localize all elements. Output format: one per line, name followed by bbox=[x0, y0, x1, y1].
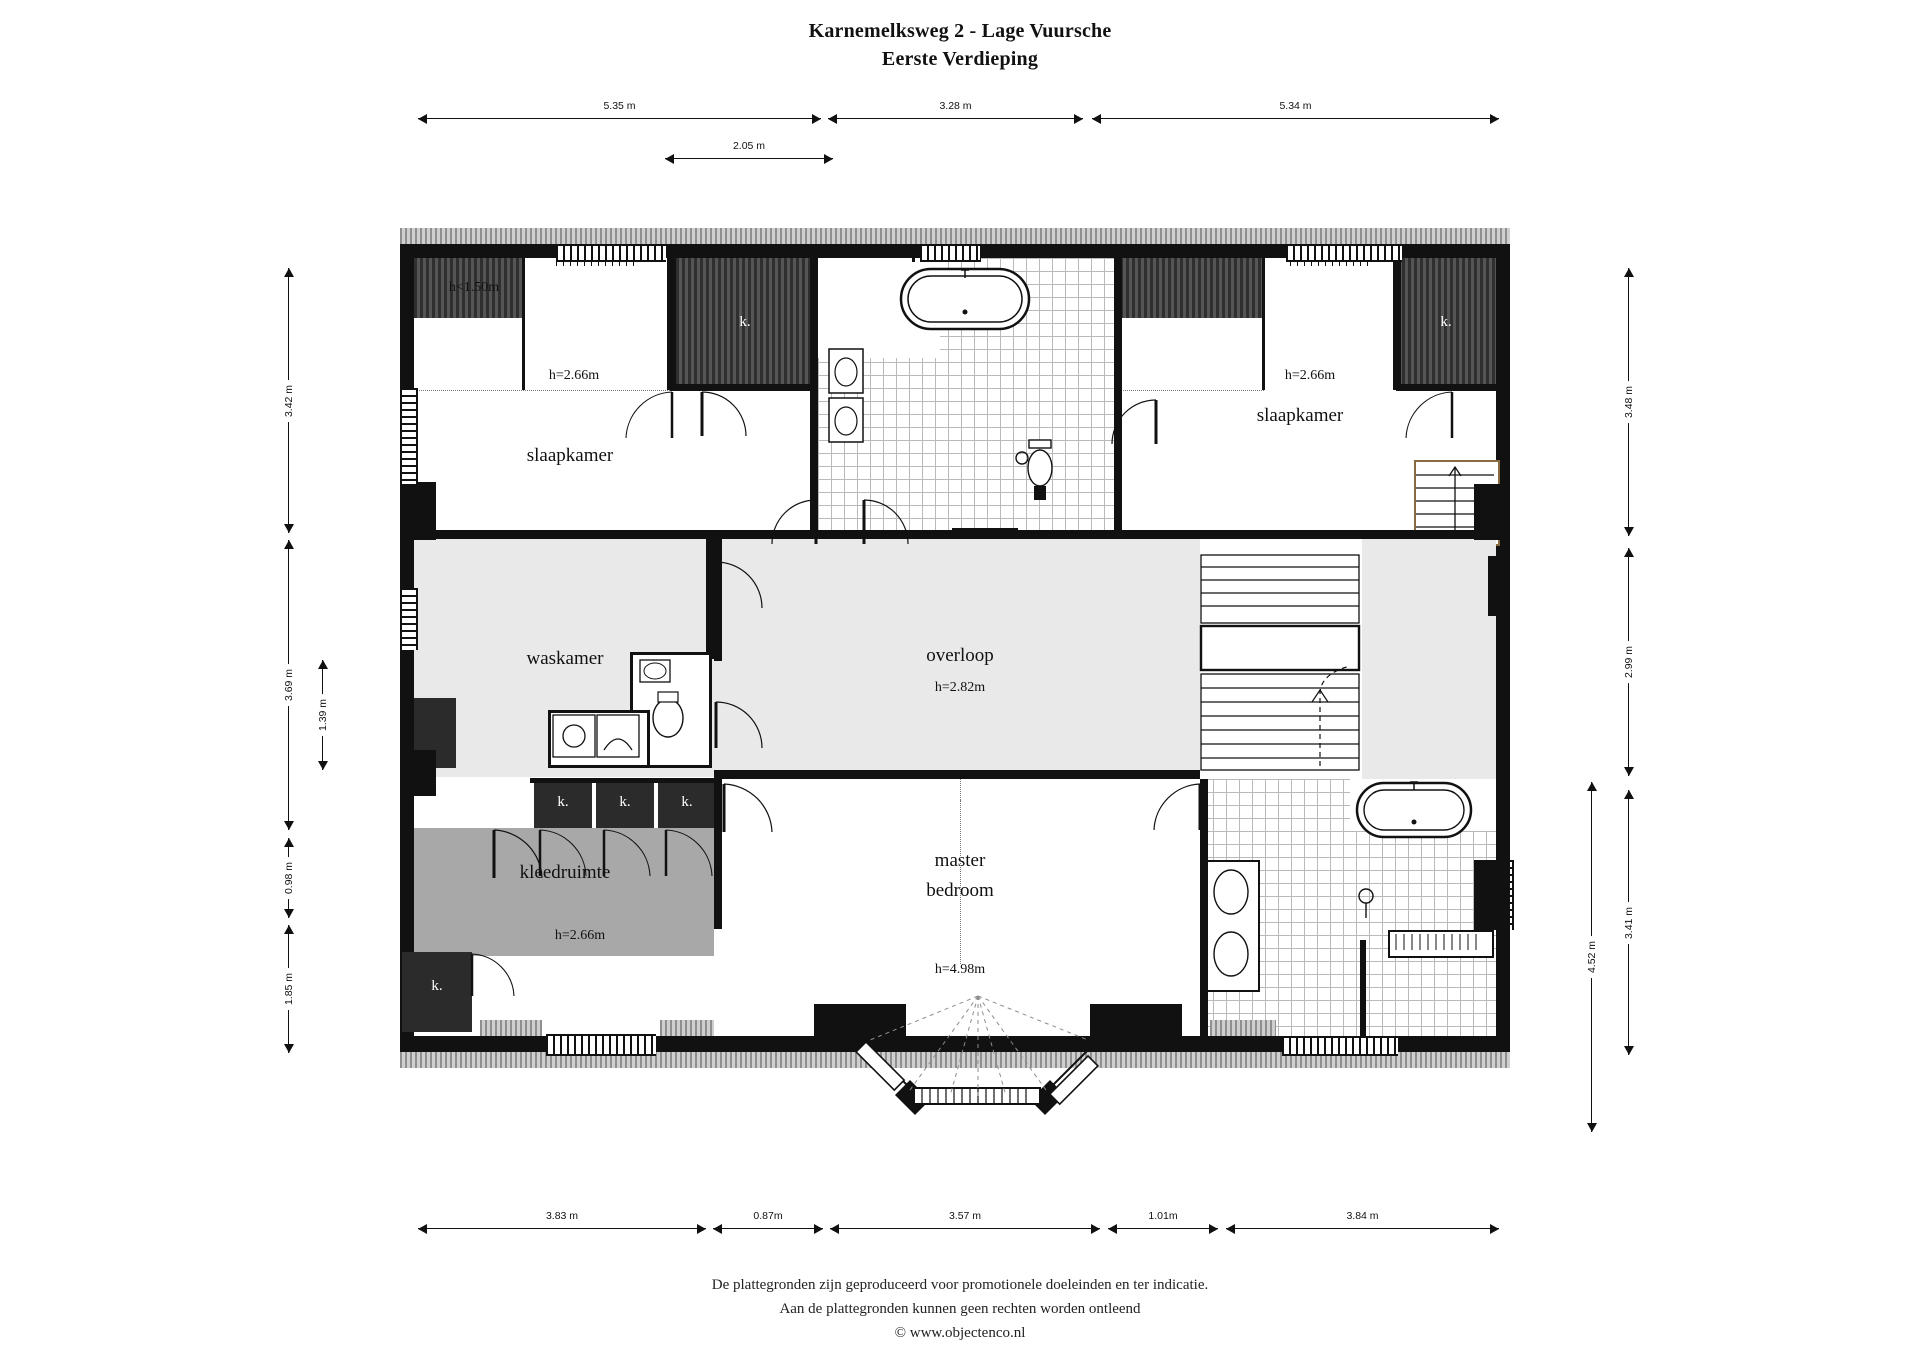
kleedruimte-label: kleedruimte bbox=[519, 862, 611, 883]
dim-bottom-1 bbox=[418, 1210, 706, 1236]
dim-top-3 bbox=[1092, 100, 1499, 126]
door-closet-top-right bbox=[1400, 390, 1458, 444]
window-top-center-band bbox=[920, 244, 980, 262]
master-washbasin-icons bbox=[1208, 862, 1254, 986]
door-closet-bottom-left bbox=[470, 952, 518, 1002]
dim-top-2 bbox=[828, 100, 1083, 126]
closet-mid-2-label: k. bbox=[619, 794, 631, 810]
wall-corner-right-1 bbox=[1474, 484, 1510, 540]
dim-right-3-label: 3.41 m bbox=[1623, 901, 1635, 943]
page-title: Karnemelksweg 2 - Lage Vuursche bbox=[808, 20, 1112, 42]
footer-line-3: © www.objectenco.nl bbox=[894, 1325, 1026, 1341]
dim-left-2-label: 3.69 m bbox=[283, 664, 295, 706]
dim-bottom-2 bbox=[713, 1210, 823, 1236]
wall-left-window-band-2 bbox=[400, 588, 418, 650]
master-shower-grate bbox=[1390, 932, 1488, 952]
wall-bath-right-bed bbox=[1114, 258, 1122, 530]
dim-bottom-5-label: 3.84 m bbox=[1341, 1210, 1383, 1222]
slaapkamer-left-height: h=2.66m bbox=[548, 368, 600, 383]
dim-bottom-3 bbox=[830, 1210, 1100, 1236]
closet-mid-3-label: k. bbox=[681, 794, 693, 810]
dim-right-4 bbox=[1585, 782, 1599, 1132]
dim-right-2-label: 2.99 m bbox=[1623, 641, 1635, 683]
door-overloop-bath bbox=[860, 496, 920, 552]
door-waskamer bbox=[712, 560, 768, 616]
slaapkamer-right-label: slaapkamer bbox=[1256, 405, 1344, 426]
dim-bottom-4 bbox=[1108, 1210, 1218, 1236]
window-top-center-jamb-l bbox=[912, 248, 915, 262]
dim-right-4-label: 4.52 m bbox=[1586, 936, 1598, 978]
master-bedroom-label-2: bedroom bbox=[926, 880, 994, 901]
dim-right-2 bbox=[1622, 548, 1636, 776]
kleedruimte-height: h=2.66m bbox=[554, 928, 606, 943]
dim-left-1-label: 3.42 m bbox=[283, 379, 295, 421]
dim-right-1 bbox=[1622, 268, 1636, 536]
dim-bottom-2-label: 0.87m bbox=[748, 1210, 787, 1222]
slaapkamer-right-height: h=2.66m bbox=[1284, 368, 1336, 383]
dim-left-4 bbox=[282, 838, 296, 918]
waskamer-label: waskamer bbox=[526, 648, 604, 669]
dim-left-1 bbox=[282, 268, 296, 533]
roof-hatch-br bbox=[1210, 1020, 1276, 1036]
dim-bottom-4-label: 1.01m bbox=[1143, 1210, 1182, 1222]
closet-top-right-label: k. bbox=[1440, 314, 1452, 330]
wall-left-mid bbox=[400, 650, 414, 750]
shower-top-icon bbox=[1010, 448, 1034, 488]
dim-top-1 bbox=[418, 100, 821, 126]
dim-top-1-label: 5.35 m bbox=[598, 100, 640, 112]
washbasin-top-icons bbox=[828, 348, 864, 444]
dim-top-2-label: 3.28 m bbox=[934, 100, 976, 112]
dim-left-4-label: 0.98 m bbox=[283, 857, 295, 899]
wall-left-window-band-1 bbox=[400, 388, 418, 484]
slaapkamer-left-label: slaapkamer bbox=[526, 445, 614, 466]
door-bedroom-right bbox=[1108, 398, 1166, 452]
window-top-left-band bbox=[556, 244, 666, 262]
wall-master-shower-divider bbox=[1360, 940, 1366, 1036]
dim-left-5 bbox=[282, 925, 296, 1053]
dim-right-3 bbox=[1622, 790, 1636, 1055]
door-master-bath bbox=[1150, 782, 1206, 838]
dim-bottom-1-label: 3.83 m bbox=[541, 1210, 583, 1222]
dim-left-5-label: 1.85 m bbox=[283, 968, 295, 1010]
main-staircase-treads bbox=[1200, 554, 1362, 772]
shower-master-head-icon bbox=[1352, 882, 1392, 922]
closet-row-wall-top bbox=[530, 778, 720, 783]
dim-left-2 bbox=[282, 540, 296, 830]
window-top-right-band bbox=[1286, 244, 1402, 262]
door-closet-mid-3 bbox=[662, 828, 718, 882]
door-closet-mid-2 bbox=[600, 828, 656, 882]
master-bedroom-label-1: master bbox=[934, 850, 986, 871]
roof-hatch-top bbox=[400, 228, 1510, 244]
dim-right-1-label: 3.48 m bbox=[1623, 381, 1635, 423]
wall-mid-horizontal bbox=[414, 530, 1496, 539]
wall-corner-left-1 bbox=[400, 484, 436, 540]
wall-corner-left-2 bbox=[400, 750, 436, 796]
door-toilet-room bbox=[712, 700, 766, 754]
roof-hatch-bl2 bbox=[660, 1020, 716, 1036]
dim-bottom-5 bbox=[1226, 1210, 1499, 1236]
master-bedroom-floor bbox=[714, 779, 1200, 1036]
dim-left-3-label: 1.39 m bbox=[317, 694, 329, 736]
dim-top-3-label: 5.34 m bbox=[1274, 100, 1316, 112]
roof-hatch-bl bbox=[480, 1020, 542, 1036]
wall-corner-right-2 bbox=[1474, 860, 1510, 930]
overloop-label: overloop bbox=[926, 645, 994, 666]
slaapkamer-left-low-height: h<1.50m bbox=[448, 280, 500, 295]
closet-top-left-label: k. bbox=[739, 314, 751, 330]
bathtub-top-icon bbox=[900, 268, 1030, 330]
bay-window-assembly bbox=[810, 1000, 1200, 1160]
overloop-right-extension bbox=[1362, 539, 1496, 779]
dim-bottom-3-label: 3.57 m bbox=[944, 1210, 986, 1222]
slaapkamer-right-knee-line bbox=[1114, 390, 1264, 391]
wall-overloop-bottom bbox=[714, 770, 1200, 779]
closet-top-left-wall-l bbox=[670, 258, 676, 390]
closet-bottom-left-label: k. bbox=[431, 978, 443, 994]
footer-line-1: De plattegronden zijn geproduceerd voor promotionele doeleinden en ter indicatie. bbox=[711, 1277, 1209, 1293]
door-bedroom-left bbox=[700, 390, 760, 450]
wall-left-bed-bath bbox=[810, 258, 818, 530]
closet-mid-1-label: k. bbox=[557, 794, 569, 810]
wall-right-outer bbox=[1496, 244, 1510, 1052]
bathtub-master-icon bbox=[1356, 782, 1472, 838]
wall-right-mid-stub bbox=[1488, 556, 1500, 616]
master-bedroom-height: h=4.98m bbox=[934, 962, 986, 977]
door-bathroom-top bbox=[766, 496, 826, 552]
dim-left-3 bbox=[316, 660, 330, 770]
dim-top-4 bbox=[665, 140, 833, 166]
door-closet-mid-1 bbox=[536, 828, 592, 882]
window-bottom-right bbox=[1282, 1036, 1398, 1056]
footer-line-2: Aan de plattegronden kunnen geen rechten worden ontleend bbox=[779, 1301, 1141, 1317]
dim-top-4-label: 2.05 m bbox=[728, 140, 770, 152]
laundry-machine-icons bbox=[552, 714, 640, 758]
overloop-height: h=2.82m bbox=[934, 680, 986, 695]
window-bottom-left bbox=[546, 1034, 656, 1056]
master-center-guide bbox=[960, 800, 961, 960]
door-closet-top-left bbox=[620, 390, 678, 444]
door-master-left bbox=[720, 782, 778, 840]
page-subtitle: Eerste Verdieping bbox=[881, 48, 1039, 70]
